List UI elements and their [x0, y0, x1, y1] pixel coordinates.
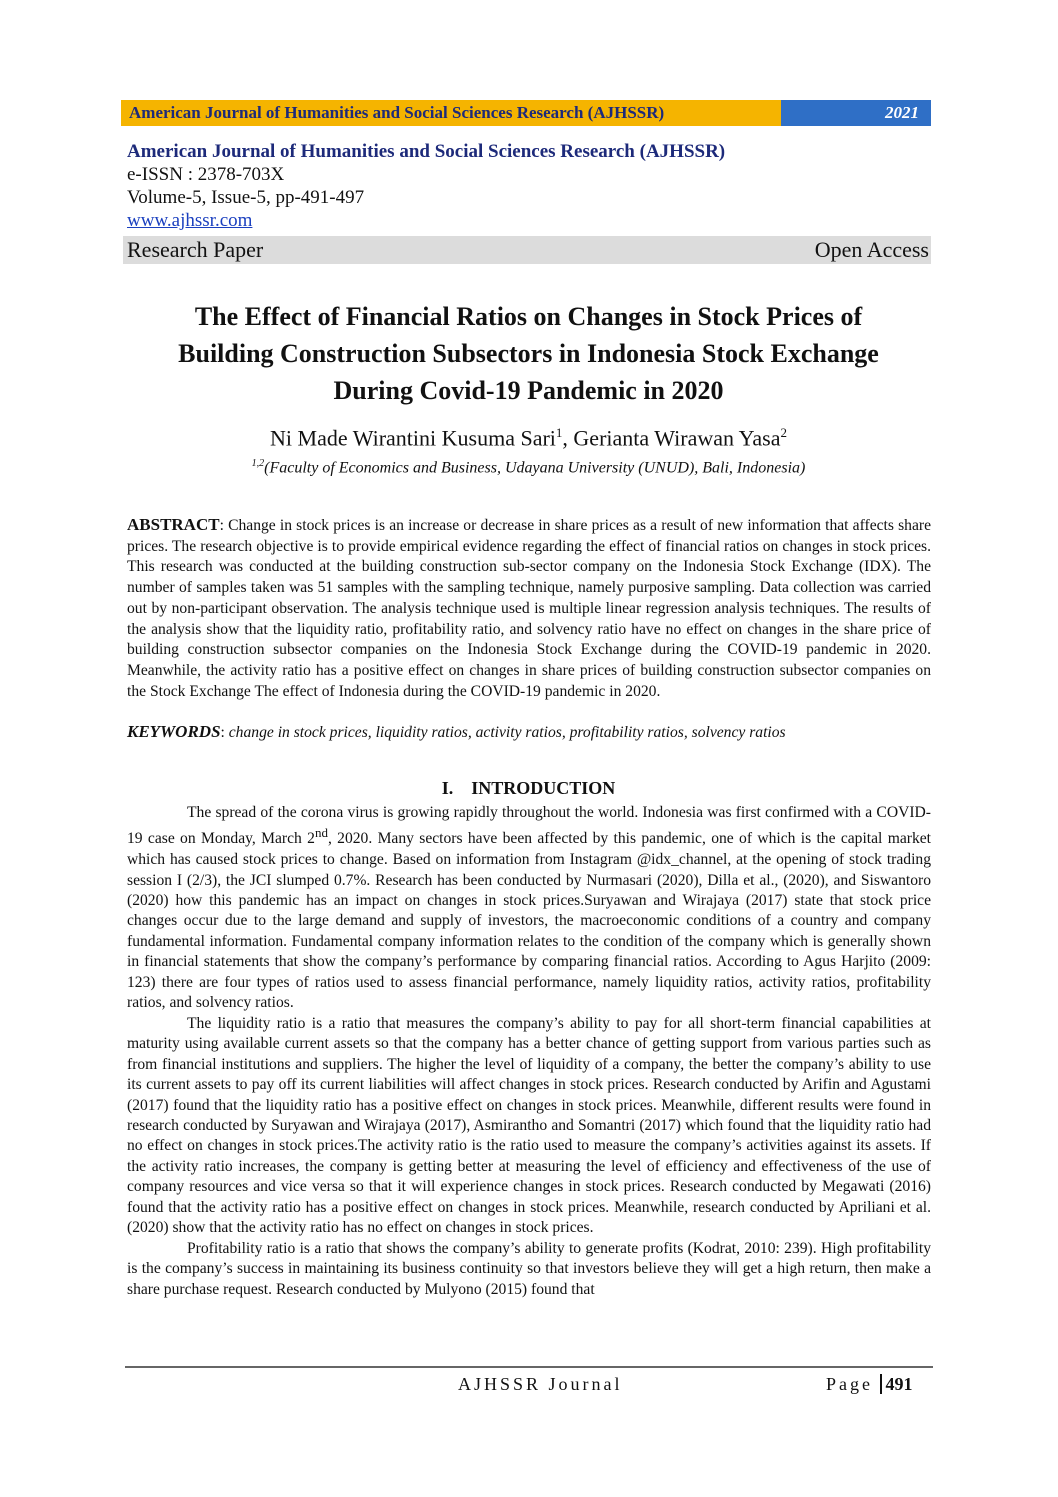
- paper-type-label: Research Paper: [127, 237, 264, 262]
- journal-eissn: e-ISSN : 2378-703X: [127, 164, 285, 185]
- paper-type-bar: [123, 236, 931, 264]
- journal-banner: [121, 100, 931, 126]
- section-number: I.: [441, 778, 454, 798]
- paper-title: [126, 298, 931, 409]
- journal-name: American Journal of Humanities and Social Sciences Research (AJHSSR): [127, 141, 726, 162]
- section-title: INTRODUCTION: [471, 778, 616, 798]
- banner-journal-name: American Journal of Humanities and Social Sciences Research (AJHSSR): [121, 100, 781, 126]
- paragraph: [127, 803, 931, 1014]
- keywords: KEYWORDS: change in stock prices, liquidity ratios, activity ratios, profitability ratios, solvency ratios: [127, 722, 786, 741]
- affiliation-mark: 1,2: [251, 458, 265, 469]
- banner-year: 2021: [781, 100, 931, 126]
- ordinal-superscript: nd: [314, 825, 328, 841]
- paragraph-text: The spread of the corona virus is growing rapidly throughout the world. Indonesia was first confirmed with a COVID-19 case on Monday, March 2: [127, 804, 931, 848]
- section-heading: [126, 778, 931, 799]
- abstract-label: ABSTRACT: [127, 515, 220, 534]
- author-separator: ,: [562, 425, 574, 451]
- author-name: Ni Made Wirantini Kusuma Sari: [270, 425, 556, 451]
- title-line: During Covid-19 Pandemic in 2020: [333, 376, 724, 405]
- affiliation-text: (Faculty of Economics and Business, Udayana University (UNUD), Bali, Indonesia): [264, 459, 806, 477]
- footer-divider: [125, 1366, 933, 1368]
- access-label: Open Access: [814, 237, 929, 262]
- title-line: The Effect of Financial Ratios on Changes in Stock Prices of: [194, 302, 863, 331]
- title-line: Building Construction Subsectors in Indonesia Stock Exchange: [178, 339, 879, 368]
- keywords-text: change in stock prices, liquidity ratios, activity ratios, profitability ratios, solvency ratios: [228, 724, 786, 741]
- journal-info: [127, 140, 931, 232]
- author-affiliation-mark: 1: [555, 425, 563, 440]
- abstract-text: : Change in stock prices is an increase or decrease in share prices as a result of new information that affects share prices. The research objective is to provide empirical evidence regarding the effect of financial ratios on changes in stock prices. This research was conducted at the building construction sub-sector company on the Indonesia Stock Exchange (IDX). The number of samples taken was 51 samples with the sampling technique, namely purposive sampling. Data collection was carried out by non-participant observation. The analysis technique used is multiple linear regression analysis techniques. The results of the analysis show that the liquidity ratio, profitability ratio, and solvency ratio have no effect on changes in the share price of building construction subsector companies on the Indonesia Stock Exchange during the COVID-19 pandemic in 2020. Meanwhile, the activity ratio has a positive effect on changes in share prices of building construction subsector companies on the Stock Exchange The effect of Indonesia during the COVID-19 pandemic in 2020.: [127, 517, 931, 700]
- author-affiliation: [126, 458, 931, 477]
- author-list: [126, 425, 931, 451]
- author-name: Gerianta Wirawan Yasa: [573, 425, 781, 451]
- paragraph: The liquidity ratio is a ratio that measures the company’s ability to pay for all short-term financial capabilities at maturity using available current assets so that the company has a better chance of getting support from various parties such as from financial institutions and suppliers. The higher the level of liquidity of a company, the better the company’s ability to use its current assets to pay off its current liabilities will affect changes in stock prices. Research conducted by Arifin and Agustami (2017) found that the liquidity ratio has a positive effect on changes in stock prices. Meanwhile, different results were found in research conducted by Suryawan and Wirajaya (2017), Asmirantho and Somantri (2017) which found that the liquidity ratio had no effect on changes in stock prices.The activity ratio is the ratio used to measure the company’s activities against its assets. If the activity ratio increases, the company is getting better at measuring the level of efficiency and effectiveness of the use of company resources and vice versa so that it will experience changes in stock prices. Research conducted by Megawati (2016) found that the activity ratio has a positive effect on changes in stock prices. Meanwhile, research conducted by Apriliani et al. (2020) show that the activity ratio has no effect on changes in stock prices.: [127, 1014, 931, 1237]
- keywords-label: KEYWORDS: [127, 722, 221, 741]
- abstract: [127, 515, 931, 702]
- paragraph: Profitability ratio is a ratio that shows the company’s ability to generate profits (Kodrat, 2010: 239). High profitability is the company’s success in maintaining its business continuity so that investors believe they will get a high return, then make a share purchase request. Research conducted by Mulyono (2015) found that: [127, 1239, 931, 1298]
- author-affiliation-mark: 2: [780, 425, 787, 440]
- page-number: 491: [880, 1374, 913, 1394]
- journal-volume: Volume-5, Issue-5, pp-491-497: [127, 187, 365, 208]
- footer-journal: AJHSSR Journal: [458, 1374, 623, 1394]
- paragraph-text: , 2020. Many sectors have been affected by this pandemic, one of which is the capital market which has caused stock prices to change. Based on information from Instagram @idx_channel, at the opening of stock trading session I (2/3), the JCI slumped 0.7%. Research has been conducted by Nurmasari (2020), Dilla et al., (2020), and Siswantoro (2020) how this pandemic has an impact on changes in stock prices.Suryawan and Wirajaya (2017) state that stock price changes occur due to the large demand and supply of investors, the macroeconomic conditions of a country and company fundamental information. Fundamental company information relates to the condition of the company which is generally shown in financial statements that show the company’s performance by comparing financial ratios. According to Agus Harjito (2009: 123) there are four types of ratios used to assess financial performance, namely liquidity ratios, activity ratios, profitability ratios, and solvency ratios.: [127, 830, 931, 1012]
- body-text: [127, 803, 931, 1300]
- journal-website-link[interactable]: www.ajhssr.com: [127, 210, 253, 231]
- page-label: Page: [826, 1374, 873, 1394]
- footer-page: [826, 1374, 913, 1395]
